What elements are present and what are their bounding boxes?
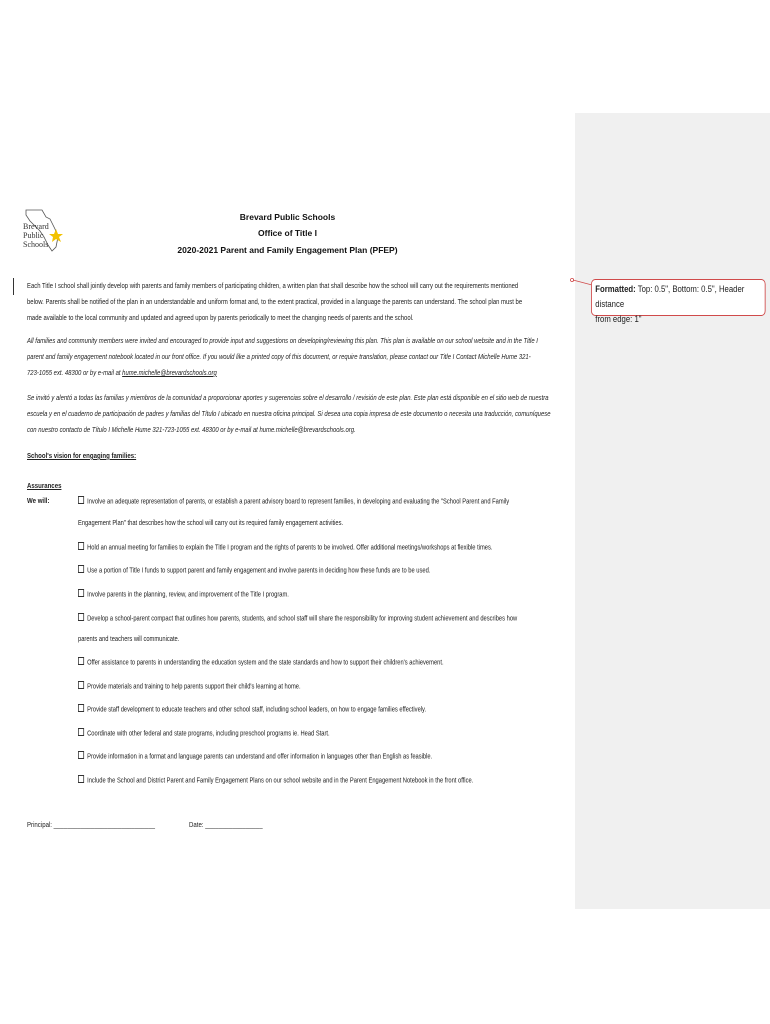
checkbox-icon[interactable] [78,657,84,665]
comment-label: Formatted: [595,284,636,294]
checkbox-icon[interactable] [78,681,84,689]
assurance-item-5 [78,613,517,624]
checkbox-icon[interactable] [78,751,84,759]
vision-heading: School's vision for engaging families: [27,451,137,460]
contact-email-link[interactable]: hume.michelle@brevardschools.org [122,368,217,377]
comment-margin-pane [575,113,770,909]
formatting-comment[interactable] [591,279,766,324]
assurance-text: Include the School and District Parent and Family Engagement Plans on our school website and in the Parent Engagement Notebook in the front office. [87,775,474,785]
assurance-item-1-cont: Engagement Plan" that describes how the school will carry out its required family engagement activities. [78,518,344,527]
assurance-item-7 [78,681,301,692]
assurance-text: Hold an annual meeting for families to explain the Title I program and the rights of parents to be involved. Offer additional meetings/workshops at flexible times. [87,542,493,552]
para2-line3 [27,368,217,378]
para3-line1: Se invitó y alentó a todas las familias y miembros de la comunidad a proporcionar aportes y sugerencias sobre el desarrollo / revisión de este plan. Este plan está disponible en el sitio web de nuestra [27,393,549,402]
svg-text:Schools: Schools [23,240,49,249]
assurance-item-6 [78,657,444,668]
checkbox-icon[interactable] [78,589,84,597]
we-will-label: We will: [27,496,50,505]
assurance-text: Use a portion of Title I funds to support parent and family engagement and involve parents in deciding how these funds are to be used. [87,565,431,575]
assurance-text: Provide materials and training to help parents support their child's learning at home. [87,681,301,691]
assurance-text: Involve parents in the planning, review, and improvement of the Title I program. [87,589,289,599]
principal-signature-line[interactable]: Principal: ______________________________ [27,820,156,829]
assurance-item-11 [78,775,473,786]
svg-text:Brevard: Brevard [23,222,49,231]
assurance-item-9 [78,728,330,739]
revision-change-bar [13,278,14,295]
para1-line3: made available to the local community and updated and agreed upon by parents periodically to meet the changing needs of parents and the school. [27,313,414,322]
assurance-item-4 [78,589,289,600]
comment-text-line1: Top: 0.5", Bottom: 0.5", Header distance [595,284,745,309]
svg-text:Public: Public [23,231,44,240]
assurance-item-3 [78,565,430,576]
district-name: Brevard Public Schools [239,212,336,222]
checkbox-icon[interactable] [78,542,84,550]
assurance-item-1 [78,496,509,507]
assurance-item-8 [78,704,426,715]
para1-line2: below. Parents shall be notified of the plan in an understandable and uniform format and, to the extent practical, provided in a language the parents can understand. The school plan must be [27,297,523,306]
para2-line2: parent and family engagement notebook located in our front office. If you would like a printed copy of this document, or require translation, please contact our Title I Contact Michelle Hume 321- [27,352,531,361]
comment-text-line2: from edge: 1" [595,314,642,324]
para1-line1: Each Title I school shall jointly develop with parents and family members of participating children, a written plan that shall describe how the school will carry out the requirements mentioned [27,281,519,290]
assurance-item-10 [78,751,432,762]
checkbox-icon[interactable] [78,613,84,621]
assurance-text: Provide information in a format and language parents can understand and offer information in languages other than English as feasible. [87,751,433,761]
assurance-item-2 [78,542,493,553]
para3-line2: escuela y en el cuaderno de participación de padres y familias del Título I ubicado en nuestra oficina principal. Si desea una copia impresa de este documento o necesita una traducción, comuníquese [27,409,551,418]
assurance-item-5-cont: parents and teachers will communicate. [78,634,180,643]
assurance-text: Provide staff development to educate teachers and other school staff, including school leaders, on how to engage families effectively. [87,704,427,714]
date-signature-line[interactable]: Date: _________________ [189,820,263,829]
checkbox-icon[interactable] [78,496,84,504]
assurances-heading: Assurances [27,481,62,490]
assurance-text: Develop a school-parent compact that outlines how parents, students, and school staff will share the responsibility for improving student achievement and describes how [87,613,518,623]
office-name: Office of Title I [258,228,317,238]
para3-line3: con nuestro contacto de Título I Michelle Hume 321-723-1055 ext. 48300 or by e-mail at hume.michelle@brevardschools.org. [27,425,356,434]
checkbox-icon[interactable] [78,728,84,736]
para2-line1: All families and community members were invited and encouraged to provide input and suggestions on developing/reviewing this plan. This plan is available on our school website and in the Title I [27,336,538,345]
plan-title: 2020-2021 Parent and Family Engagement Plan (PFEP) [177,245,398,255]
checkbox-icon[interactable] [78,565,84,573]
assurance-text: Offer assistance to parents in understanding the education system and the state standards and how to support their children's achievement. [87,657,444,667]
checkbox-icon[interactable] [78,704,84,712]
assurance-text: Involve an adequate representation of parents, or establish a parent advisory board to represent families, in developing and evaluating the "School Parent and Family [87,496,510,506]
checkbox-icon[interactable] [78,775,84,783]
para2-line3-text: 723-1055 ext. 48300 or by e-mail at [27,368,123,377]
assurance-text: Coordinate with other federal and state programs, including preschool programs ie. Head Start. [87,728,330,738]
